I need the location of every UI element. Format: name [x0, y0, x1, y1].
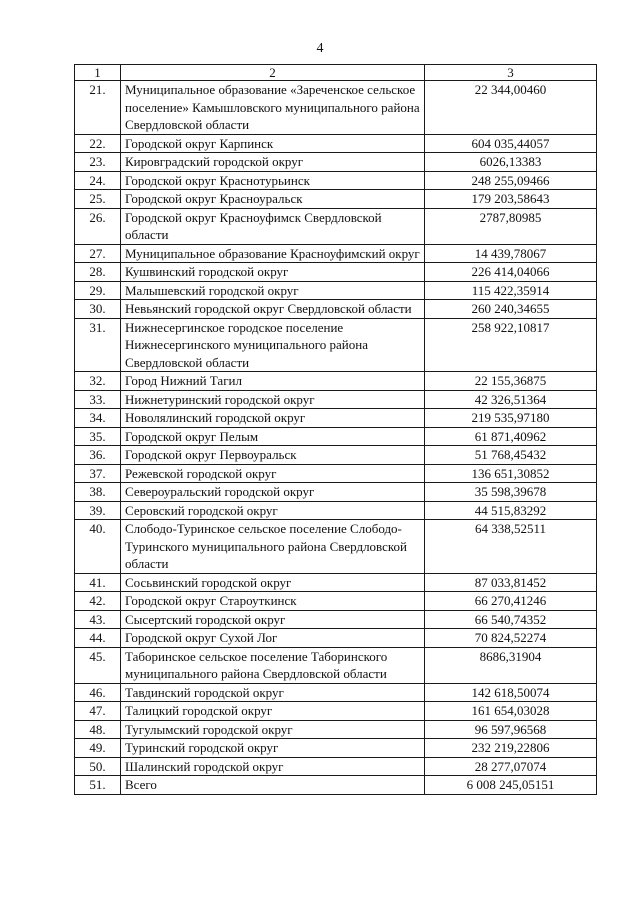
municipality-name-cell: Нижнесергинское городское поселение Нижнесергинского муниципального района Свердловской области	[121, 318, 425, 372]
row-number-cell: 51.	[75, 776, 121, 795]
row-number-cell: 27.	[75, 244, 121, 263]
row-number-cell: 23.	[75, 153, 121, 172]
table-row	[75, 134, 597, 153]
table-row	[75, 190, 597, 209]
municipality-name-cell: Муниципальное образование Красноуфимский округ	[121, 244, 425, 263]
municipality-name-cell: Новолялинский городской округ	[121, 409, 425, 428]
municipality-name-cell: Тугулымский городской округ	[121, 720, 425, 739]
table-header-row	[75, 65, 597, 81]
municipality-name-cell: Кушвинский городской округ	[121, 263, 425, 282]
table-row	[75, 300, 597, 319]
row-number-cell: 47.	[75, 702, 121, 721]
table-row	[75, 318, 597, 372]
table-row	[75, 610, 597, 629]
amount-value-cell: 6 008 245,05151	[425, 776, 597, 795]
row-number-cell: 46.	[75, 683, 121, 702]
row-number-cell: 35.	[75, 427, 121, 446]
amount-value-cell: 96 597,96568	[425, 720, 597, 739]
header-cell-3: 3	[425, 65, 597, 81]
amount-value-cell: 51 768,45432	[425, 446, 597, 465]
row-number-cell: 24.	[75, 171, 121, 190]
amount-value-cell: 61 871,40962	[425, 427, 597, 446]
municipality-name-cell: Слободо-Туринское сельское поселение Слободо-Туринского муниципального района Свердловской области	[121, 520, 425, 574]
municipality-name-cell: Городской округ Сухой Лог	[121, 629, 425, 648]
row-number-cell: 45.	[75, 647, 121, 683]
row-number-cell: 25.	[75, 190, 121, 209]
table-row	[75, 776, 597, 795]
municipality-name-cell: Сысертский городской округ	[121, 610, 425, 629]
table-row	[75, 153, 597, 172]
municipality-name-cell: Городской округ Пелым	[121, 427, 425, 446]
amount-value-cell: 260 240,34655	[425, 300, 597, 319]
amount-value-cell: 226 414,04066	[425, 263, 597, 282]
municipality-name-cell: Муниципальное образование «Зареченское сельское поселение» Камышловского муниципального района Свердловской области	[121, 81, 425, 135]
amount-value-cell: 248 255,09466	[425, 171, 597, 190]
amount-value-cell: 22 344,00460	[425, 81, 597, 135]
amount-value-cell: 2787,80985	[425, 208, 597, 244]
municipality-name-cell: Городской округ Краснотурьинск	[121, 171, 425, 190]
municipality-name-cell: Невьянский городской округ Свердловской области	[121, 300, 425, 319]
row-number-cell: 48.	[75, 720, 121, 739]
table-row	[75, 683, 597, 702]
amount-value-cell: 64 338,52511	[425, 520, 597, 574]
amount-value-cell: 66 270,41246	[425, 592, 597, 611]
amount-value-cell: 87 033,81452	[425, 573, 597, 592]
amount-value-cell: 8686,31904	[425, 647, 597, 683]
row-number-cell: 37.	[75, 464, 121, 483]
municipality-name-cell: Городской округ Красноуфимск Свердловской области	[121, 208, 425, 244]
municipality-name-cell: Режевской городской округ	[121, 464, 425, 483]
table-row	[75, 757, 597, 776]
row-number-cell: 41.	[75, 573, 121, 592]
row-number-cell: 30.	[75, 300, 121, 319]
row-number-cell: 34.	[75, 409, 121, 428]
amount-value-cell: 28 277,07074	[425, 757, 597, 776]
table-row	[75, 501, 597, 520]
row-number-cell: 29.	[75, 281, 121, 300]
municipality-name-cell: Нижнетуринский городской округ	[121, 390, 425, 409]
municipality-name-cell: Шалинский городской округ	[121, 757, 425, 776]
municipality-name-cell: Североуральский городской округ	[121, 483, 425, 502]
municipality-name-cell: Таборинское сельское поселение Таборинского муниципального района Свердловской области	[121, 647, 425, 683]
table-row	[75, 390, 597, 409]
table-row	[75, 171, 597, 190]
amount-value-cell: 14 439,78067	[425, 244, 597, 263]
amount-value-cell: 258 922,10817	[425, 318, 597, 372]
table-row	[75, 702, 597, 721]
amount-value-cell: 70 824,52274	[425, 629, 597, 648]
municipality-name-cell: Всего	[121, 776, 425, 795]
table-body	[75, 65, 597, 795]
amount-value-cell: 604 035,44057	[425, 134, 597, 153]
municipality-name-cell: Городской округ Староуткинск	[121, 592, 425, 611]
amount-value-cell: 161 654,03028	[425, 702, 597, 721]
table-row	[75, 464, 597, 483]
table-row	[75, 81, 597, 135]
table-row	[75, 739, 597, 758]
amount-value-cell: 136 651,30852	[425, 464, 597, 483]
municipality-name-cell: Сосьвинский городской округ	[121, 573, 425, 592]
table-row	[75, 629, 597, 648]
header-cell-2: 2	[121, 65, 425, 81]
row-number-cell: 31.	[75, 318, 121, 372]
amount-value-cell: 66 540,74352	[425, 610, 597, 629]
amount-value-cell: 44 515,83292	[425, 501, 597, 520]
row-number-cell: 33.	[75, 390, 121, 409]
row-number-cell: 36.	[75, 446, 121, 465]
table-row	[75, 208, 597, 244]
table-row	[75, 263, 597, 282]
row-number-cell: 50.	[75, 757, 121, 776]
municipality-name-cell: Кировградский городской округ	[121, 153, 425, 172]
row-number-cell: 21.	[75, 81, 121, 135]
row-number-cell: 42.	[75, 592, 121, 611]
municipality-name-cell: Талицкий городской округ	[121, 702, 425, 721]
allocation-table	[74, 64, 597, 795]
amount-value-cell: 6026,13383	[425, 153, 597, 172]
amount-value-cell: 115 422,35914	[425, 281, 597, 300]
row-number-cell: 40.	[75, 520, 121, 574]
table-row	[75, 573, 597, 592]
municipality-name-cell: Туринский городской округ	[121, 739, 425, 758]
table-row	[75, 483, 597, 502]
municipality-name-cell: Городской округ Карпинск	[121, 134, 425, 153]
amount-value-cell: 179 203,58643	[425, 190, 597, 209]
municipality-name-cell: Городской округ Первоуральск	[121, 446, 425, 465]
table-row	[75, 592, 597, 611]
row-number-cell: 38.	[75, 483, 121, 502]
municipality-name-cell: Город Нижний Тагил	[121, 372, 425, 391]
amount-value-cell: 42 326,51364	[425, 390, 597, 409]
row-number-cell: 22.	[75, 134, 121, 153]
table-row	[75, 244, 597, 263]
table-row	[75, 647, 597, 683]
municipality-name-cell: Серовский городской округ	[121, 501, 425, 520]
row-number-cell: 28.	[75, 263, 121, 282]
amount-value-cell: 142 618,50074	[425, 683, 597, 702]
row-number-cell: 49.	[75, 739, 121, 758]
table-row	[75, 720, 597, 739]
table-row	[75, 281, 597, 300]
municipality-name-cell: Городской округ Красноуральск	[121, 190, 425, 209]
amount-value-cell: 22 155,36875	[425, 372, 597, 391]
table-row	[75, 372, 597, 391]
municipality-name-cell: Малышевский городской округ	[121, 281, 425, 300]
table-row	[75, 409, 597, 428]
row-number-cell: 26.	[75, 208, 121, 244]
row-number-cell: 43.	[75, 610, 121, 629]
table-row	[75, 520, 597, 574]
municipality-name-cell: Тавдинский городской округ	[121, 683, 425, 702]
table-row	[75, 446, 597, 465]
amount-value-cell: 219 535,97180	[425, 409, 597, 428]
row-number-cell: 39.	[75, 501, 121, 520]
amount-value-cell: 232 219,22806	[425, 739, 597, 758]
page-number: 4	[316, 41, 324, 56]
row-number-cell: 44.	[75, 629, 121, 648]
table-row	[75, 427, 597, 446]
header-cell-1: 1	[75, 65, 121, 81]
row-number-cell: 32.	[75, 372, 121, 391]
amount-value-cell: 35 598,39678	[425, 483, 597, 502]
